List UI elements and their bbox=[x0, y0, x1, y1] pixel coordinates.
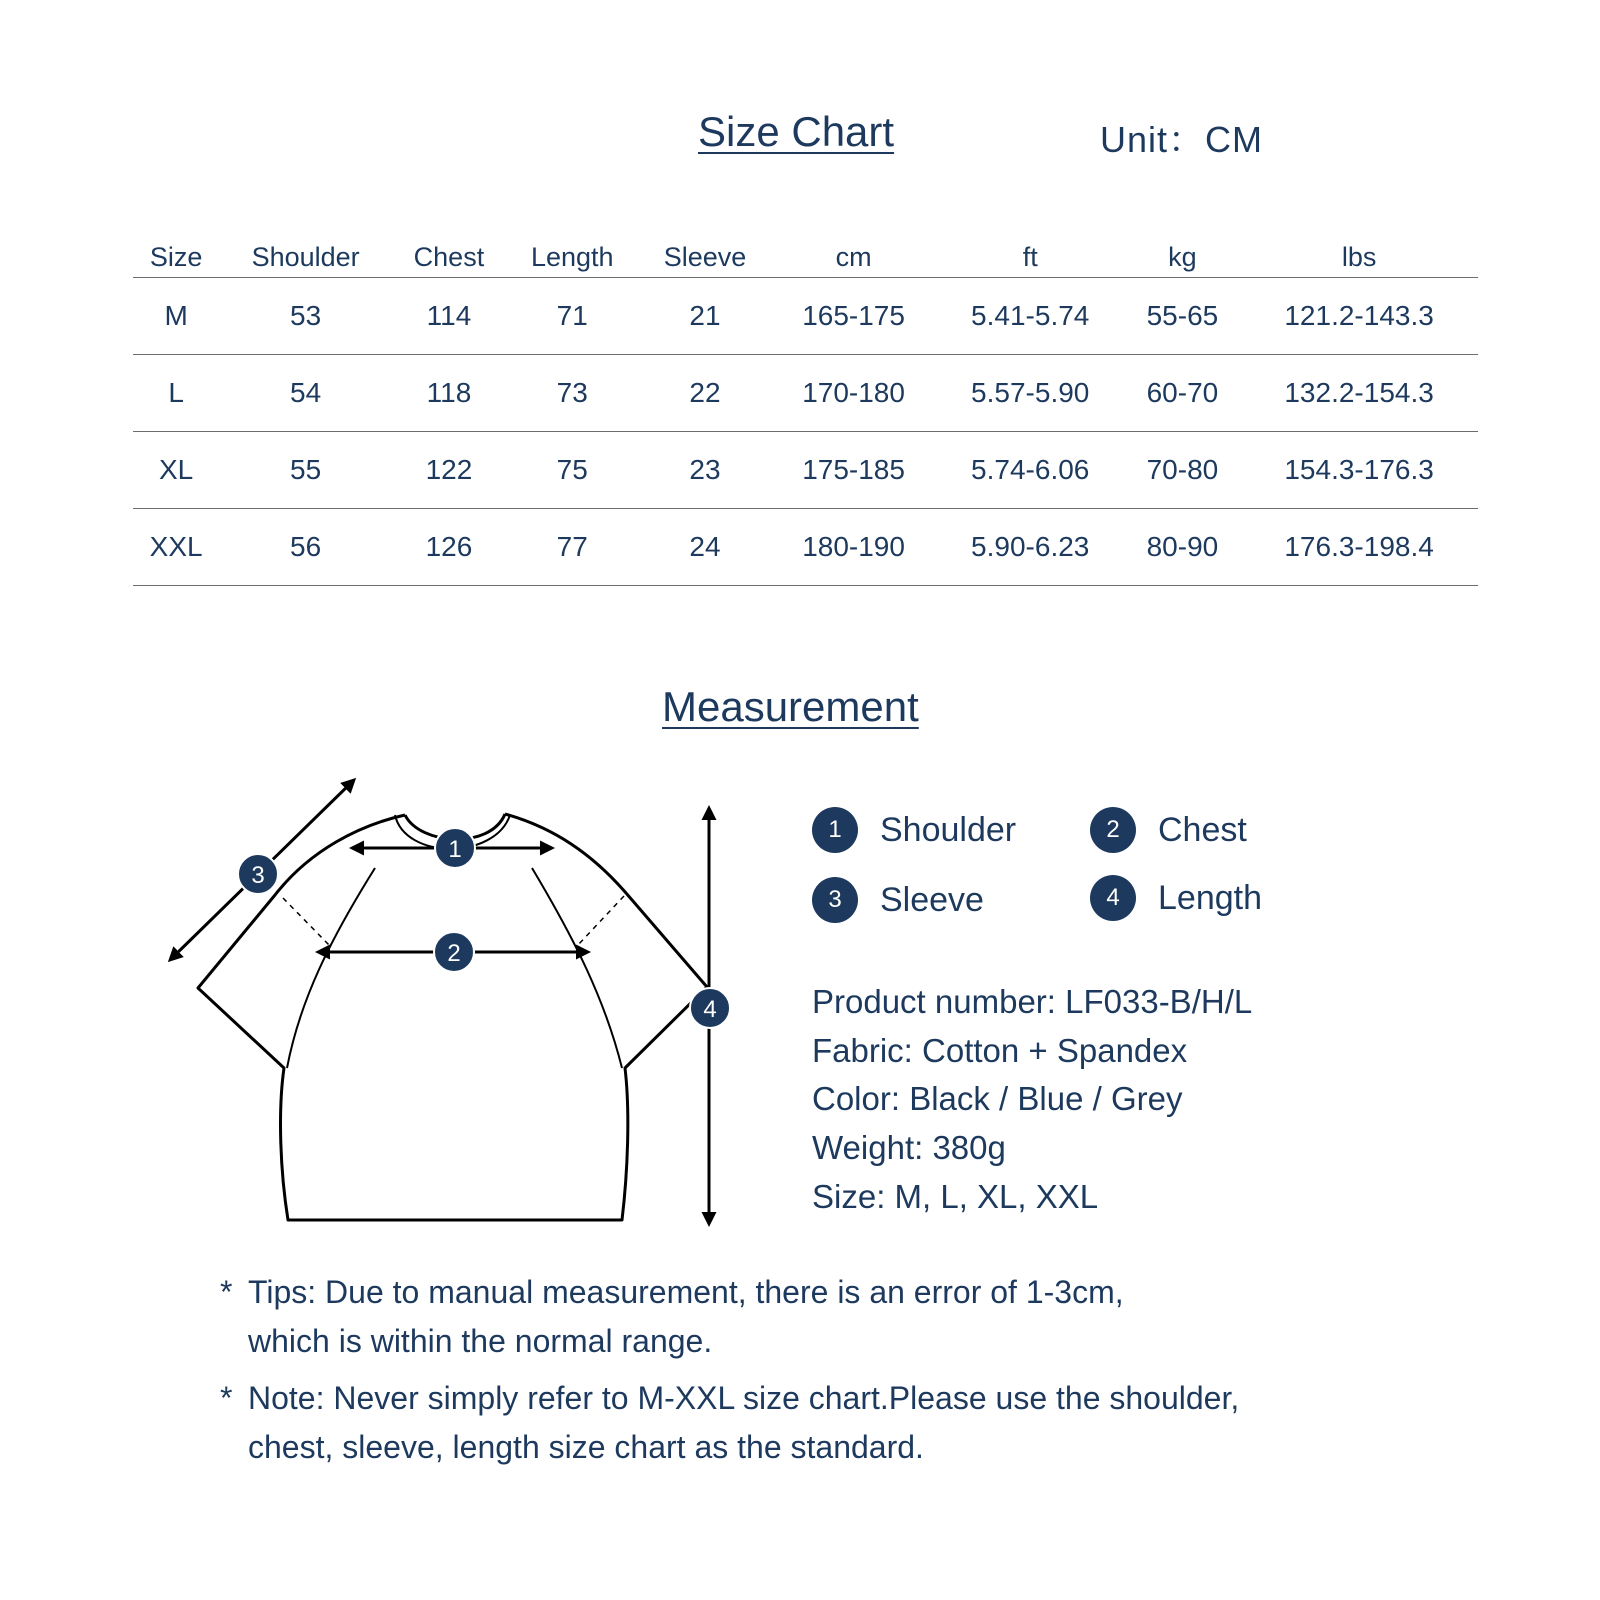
col-header: Shoulder bbox=[219, 228, 392, 278]
table-cell: 5.74-6.06 bbox=[936, 432, 1125, 509]
col-header: Chest bbox=[392, 228, 506, 278]
table-row bbox=[133, 432, 1478, 509]
col-header: kg bbox=[1125, 228, 1241, 278]
diagram-badge-1 bbox=[435, 828, 475, 868]
size-table bbox=[133, 228, 1478, 586]
legend-badge: 1 bbox=[812, 807, 858, 853]
legend-item-shoulder bbox=[812, 807, 1016, 853]
col-header: cm bbox=[771, 228, 935, 278]
legend-label: Shoulder bbox=[880, 810, 1017, 849]
table-cell: 80-90 bbox=[1125, 509, 1241, 586]
note-line: Note: Never simply refer to M-XXL size chart.Please use the shoulder, bbox=[248, 1380, 1240, 1416]
table-cell: L bbox=[133, 355, 219, 432]
legend-item-sleeve bbox=[812, 877, 984, 923]
sleeve-guide-left bbox=[283, 898, 329, 945]
note-line: which is within the normal range. bbox=[248, 1323, 713, 1359]
measurement-title: Measurement bbox=[662, 683, 919, 730]
note-line: chest, sleeve, length size chart as the standard. bbox=[248, 1429, 924, 1465]
table-cell: 55-65 bbox=[1125, 278, 1241, 355]
col-header: ft bbox=[936, 228, 1125, 278]
table-cell: 170-180 bbox=[771, 355, 935, 432]
table-cell: 77 bbox=[506, 509, 639, 586]
svg-text:2: 2 bbox=[447, 940, 461, 967]
svg-text:4: 4 bbox=[703, 996, 717, 1023]
diagram-badge-4 bbox=[690, 988, 730, 1028]
note-bullet: * bbox=[220, 1274, 233, 1310]
col-header: lbs bbox=[1240, 228, 1478, 278]
size-note bbox=[220, 1374, 1239, 1472]
table-cell: 154.3-176.3 bbox=[1240, 432, 1478, 509]
table-cell: 54 bbox=[219, 355, 392, 432]
unit-label: Unit：CM bbox=[1100, 119, 1264, 160]
col-header: Sleeve bbox=[639, 228, 772, 278]
table-cell: 5.57-5.90 bbox=[936, 355, 1125, 432]
legend-label: Length bbox=[1158, 878, 1262, 917]
col-header: Size bbox=[133, 228, 219, 278]
legend-badge: 2 bbox=[1090, 807, 1136, 853]
table-cell: 132.2-154.3 bbox=[1240, 355, 1478, 432]
table-cell: 122 bbox=[392, 432, 506, 509]
table-cell: 126 bbox=[392, 509, 506, 586]
legend-label: Chest bbox=[1158, 810, 1247, 849]
svg-text:3: 3 bbox=[251, 862, 265, 889]
table-cell: 118 bbox=[392, 355, 506, 432]
note-line: Tips: Due to manual measurement, there is an error of 1-3cm, bbox=[248, 1274, 1124, 1310]
table-cell: 5.41-5.74 bbox=[936, 278, 1125, 355]
table-row bbox=[133, 355, 1478, 432]
legend-item-length bbox=[1090, 875, 1262, 921]
table-cell: 75 bbox=[506, 432, 639, 509]
raglan-seam-right bbox=[532, 868, 622, 1068]
diagram-badge-2 bbox=[434, 932, 474, 972]
svg-text:1: 1 bbox=[448, 836, 462, 863]
table-cell: 73 bbox=[506, 355, 639, 432]
table-cell: 175-185 bbox=[771, 432, 935, 509]
table-cell: 21 bbox=[639, 278, 772, 355]
table-cell: 23 bbox=[639, 432, 772, 509]
table-cell: 176.3-198.4 bbox=[1240, 509, 1478, 586]
measurement-legend bbox=[812, 807, 1312, 947]
tshirt-diagram-icon bbox=[150, 770, 750, 1240]
legend-badge: 4 bbox=[1090, 875, 1136, 921]
table-header-row bbox=[133, 228, 1478, 278]
table-cell: XXL bbox=[133, 509, 219, 586]
legend-badge: 3 bbox=[812, 877, 858, 923]
table-cell: 53 bbox=[219, 278, 392, 355]
table-cell: M bbox=[133, 278, 219, 355]
table-cell: 55 bbox=[219, 432, 392, 509]
table-cell: 114 bbox=[392, 278, 506, 355]
size-chart-title: Size Chart bbox=[698, 108, 895, 155]
table-row bbox=[133, 509, 1478, 586]
spec-color: Color: Black / Blue / Grey bbox=[812, 1080, 1183, 1117]
spec-size: Size: M, L, XL, XXL bbox=[812, 1178, 1099, 1215]
spec-fabric: Fabric: Cotton + Spandex bbox=[812, 1032, 1188, 1069]
table-cell: 165-175 bbox=[771, 278, 935, 355]
diagram-badge-3 bbox=[238, 854, 278, 894]
legend-label: Sleeve bbox=[880, 880, 984, 919]
spec-product-number: Product number: LF033-B/H/L bbox=[812, 983, 1253, 1020]
table-cell: 5.90-6.23 bbox=[936, 509, 1125, 586]
tips-note bbox=[220, 1268, 1124, 1366]
legend-item-chest bbox=[1090, 807, 1247, 853]
sleeve-guide-right bbox=[578, 896, 624, 945]
table-cell: 180-190 bbox=[771, 509, 935, 586]
table-cell: 24 bbox=[639, 509, 772, 586]
table-cell: 121.2-143.3 bbox=[1240, 278, 1478, 355]
table-cell: 22 bbox=[639, 355, 772, 432]
table-row bbox=[133, 278, 1478, 355]
note-bullet: * bbox=[220, 1380, 233, 1416]
col-header: Length bbox=[506, 228, 639, 278]
raglan-seam-left bbox=[287, 868, 375, 1068]
table-cell: XL bbox=[133, 432, 219, 509]
table-cell: 71 bbox=[506, 278, 639, 355]
spec-weight: Weight: 380g bbox=[812, 1129, 1006, 1166]
table-cell: 60-70 bbox=[1125, 355, 1241, 432]
table-cell: 56 bbox=[219, 509, 392, 586]
table-cell: 70-80 bbox=[1125, 432, 1241, 509]
